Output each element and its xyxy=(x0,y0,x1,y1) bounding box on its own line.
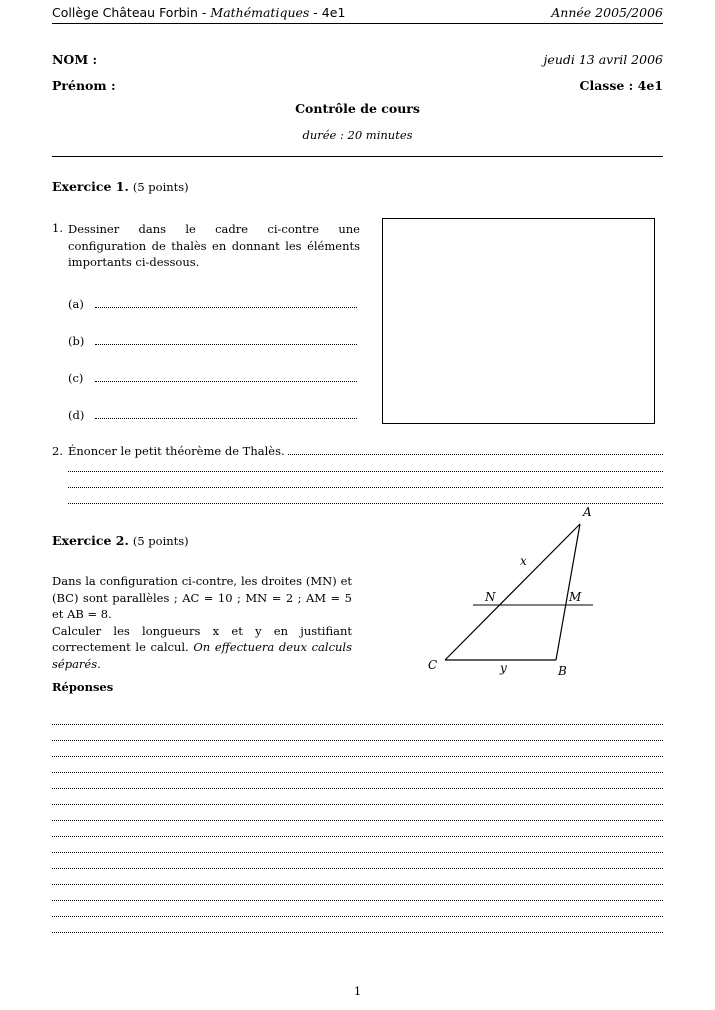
answer-line xyxy=(52,810,663,821)
exercise2-text-2: Calculer les longueurs x et y en justifiant correctement le calcul. xyxy=(52,623,352,654)
school-year: Année 2005/2006 xyxy=(551,5,663,20)
header-left: Collège Château Forbin - Mathématiques - 4e1 xyxy=(52,5,346,20)
label-c: C xyxy=(428,658,438,672)
answer-line xyxy=(52,730,663,741)
exam-date: jeudi 13 avril 2006 xyxy=(543,52,663,67)
school-name: Collège Château Forbin xyxy=(52,5,198,20)
exercise1-title: Exercice 1. xyxy=(52,179,129,194)
answers-heading: Réponses xyxy=(52,680,114,694)
answer-line xyxy=(52,890,663,901)
label-m: M xyxy=(569,590,582,604)
answer-line xyxy=(52,858,663,869)
duration: durée : 20 minutes xyxy=(302,128,413,142)
answer-line xyxy=(52,746,663,757)
q1-text: Dessiner dans le cadre ci-contre une configuration de thalès en donnant les éléments importants ci-dessous. xyxy=(68,222,360,269)
page-title: Contrôle de cours xyxy=(295,101,420,116)
prenom-label: Prénom : xyxy=(52,78,116,93)
item-b-label: (b) xyxy=(68,334,85,348)
answer-line xyxy=(52,826,663,837)
answer-line xyxy=(52,794,663,805)
answer-line xyxy=(52,714,663,725)
exercise2-text-1: Dans la configuration ci-contre, les droites (MN) et (BC) sont parallèles ; AC = 10 ; MN = 2 ; AM = 5 et AB = 8. xyxy=(52,574,352,621)
exercise2-title: Exercice 2. xyxy=(52,533,129,548)
exercise2-text-italic: On effectuera deux calculs séparés. xyxy=(52,640,353,671)
item-d-label: (d) xyxy=(68,408,85,422)
answer-line xyxy=(52,906,663,917)
q2-text: Énoncer le petit théorème de Thalès. xyxy=(68,444,285,458)
exercise2-points: (5 points) xyxy=(132,534,189,548)
answer-line xyxy=(52,874,663,885)
answer-line xyxy=(52,778,663,789)
label-a: A xyxy=(583,505,592,519)
label-b: B xyxy=(558,664,567,678)
answer-line xyxy=(52,762,663,773)
answer-line xyxy=(52,922,663,933)
label-y: y xyxy=(500,661,507,675)
item-c-label: (c) xyxy=(68,371,84,385)
subject: Mathématiques xyxy=(210,5,310,20)
answer-line xyxy=(52,842,663,853)
q2-number: 2. xyxy=(52,444,63,458)
classe-label: Classe : 4e1 xyxy=(579,78,663,93)
nom-label: NOM : xyxy=(52,52,98,67)
label-n: N xyxy=(485,590,496,604)
label-x: x xyxy=(520,554,527,568)
item-a-label: (a) xyxy=(68,297,84,311)
page-number: 1 xyxy=(353,984,362,998)
q1-number: 1. xyxy=(52,221,63,235)
class-tag: 4e1 xyxy=(321,5,346,20)
exercise1-points: (5 points) xyxy=(132,180,189,194)
